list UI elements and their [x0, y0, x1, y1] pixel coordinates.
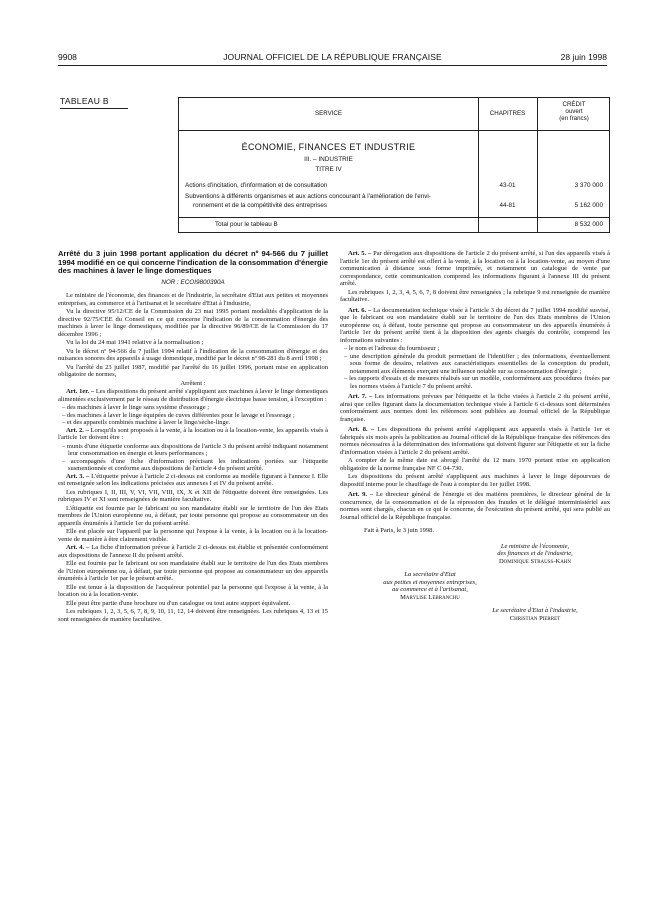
- visa: Vu l'arrêté du 23 juillet 1987, modifié par l'arrêté du 16 juillet 1996, portant mise en application obligatoire de normes,: [58, 363, 328, 379]
- article-6: [340, 307, 610, 345]
- signatory-title: des finances et de l'industrie,: [497, 550, 573, 557]
- article-5: [340, 250, 610, 288]
- signatory-title: Le secrétaire d'Etat à l'industrie,: [492, 607, 578, 614]
- article-7: [340, 393, 610, 423]
- table-row-label: Actions d'incitation, d'information et de consultation: [185, 182, 328, 189]
- signatory-name: Christian Pierret: [509, 614, 561, 622]
- article-label: Art. 6. –: [348, 306, 372, 314]
- signature-block: [340, 571, 520, 601]
- paragraph: Elle est placée sur l'appareil par la personne qui l'expose à la vente, à la location ou à la location-vente de manière à être clairement visible.: [58, 528, 328, 543]
- signatory-title: Le ministre de l'économie,: [500, 542, 570, 550]
- visa: Vu la loi du 24 mai 1941 relative à la normalisation ;: [66, 339, 204, 347]
- article-text: Les informations prévues par l'étiquette et la fiche visées à l'article 2 du présent arrêté, ainsi que celles figurant dans la documentation technique visée à l'article 6 ci-dessus sont déterminées conformément aux normes dont les références sont publiées au Journal officiel de la République française.: [340, 393, 611, 423]
- paragraph: Les rubriques I, II, III, V, VI, VII, VIII, IX, X et XII de l'étiquette doivent être renseignées. Les rubriques IV et XI sont renseignées de manière facultative.: [58, 488, 328, 504]
- article-1: [58, 388, 328, 403]
- running-header: [58, 52, 607, 64]
- fait-a-paris: Fait à Paris, le 3 juin 1998.: [364, 527, 435, 534]
- article-4: [58, 544, 328, 559]
- visa: Vu la directive 95/12/CE de la Commission du 23 mai 1995 portant modalités d'application de la directive 92/75/CEE du Conseil en ce qui concerne l'indication de la consommation d'énergie des machines à laver le linge domestiques, modifiée par la directive 96/89/CE de la Commission du 17 décembre 1996 ;: [58, 308, 328, 338]
- page-number: 9908: [58, 52, 77, 62]
- total-amount: 8 532 000: [574, 221, 603, 228]
- paragraph: Les dispositions du présent arrêté s'appliquent aux machines à laver le linge dépourvues de dispositif interne pour le chauffage de l'eau à compter du 1er juillet 1998.: [340, 473, 610, 488]
- arretent: Arrêtent :: [180, 379, 206, 387]
- article-text: Par dérogation aux dispositions de l'article 2 du présent arrêté, si l'un des appareils visés à l'article 1er du présent arrêté est offert à la vente, à la location ou à la location-vente, au moyen d'une communication à distance sous forme imprimée, et notamment un catalogue de vente par correspondance, cette communication comprend les informations figurant à l'annexe III du présent arrêté.: [340, 250, 611, 287]
- list-item: – munis d'une étiquette conforme aux dispositions de l'article 3 du présent arrêté indiquant notamment leur consommation en énergie et leurs performances ;: [62, 442, 328, 458]
- header-rule: [58, 65, 607, 66]
- tableau-label: TABLEAU B: [60, 96, 109, 106]
- article-text: L'étiquette prévue à l'article 2 ci-dessus est conforme au modèle figurant à l'annexe I. Elle est renseignée selon les indications précisées aux annexes I et IV du présent arrêté.: [58, 472, 328, 488]
- list-item: – et des appareils combinés machine à laver le linge/sèche-linge.: [62, 419, 231, 427]
- article-label: Art. 1er. –: [66, 388, 95, 396]
- article-text: Lorsqu'ils sont proposés à la vente, à la location ou à la location-vente, les appareils visés à l'article 1er doivent être :: [58, 426, 328, 442]
- article-9: [340, 491, 610, 521]
- signature-block: [460, 607, 610, 622]
- article-text: Les dispositions du présent arrêté s'appliquent aux appareils visés à l'article 1er et fabriqués six mois après la publication au Journal officiel de la République française des références des normes nécessaires à la détermination des informations qui doivent figurer sur l'étiquette et sur la fiche d'information visées à l'article 2 du présent arrêté.: [340, 426, 610, 456]
- paragraph: Les rubriques 1, 2, 3, 5, 6, 7, 8, 9, 10, 11, 12, 14 doivent être renseignées. Les rubriques 4, 13 et 15 sont renseignées de manière facultative.: [58, 608, 328, 623]
- paragraph: L'étiquette est fournie par le fabricant ou son mandataire établi sur le territoire de l'un des Etats membres de l'Union européenne ou, à défaut, par toute personne qui propose au consommateur un des appareils énumérés à l'article 1er du présent arrêté.: [58, 504, 328, 527]
- paragraph: Les rubriques 1, 2, 3, 4, 5, 6, 7, 8 doivent être renseignées ; la rubrique 9 est renseignée de manière facultative.: [340, 288, 610, 303]
- tableau-underline: [60, 108, 128, 109]
- article-label: Art. 9. –: [348, 491, 374, 498]
- table-divider: [478, 98, 479, 232]
- article-text: Le directeur général de l'énergie et des matières premières, le directeur général de la concurrence, de la consommation et de la répression des fraudes et le délégué interministériel aux normes sont chargés, chacun en ce qui le concerne, de l'exécution du présent arrêté, qui sera publié au Journal officiel de la République française.: [340, 491, 611, 521]
- col-header-chapitres: CHAPITRES: [489, 110, 526, 117]
- table-row-label: ronnement et de la compétitivité des entreprises: [193, 202, 328, 209]
- signatory-name: Marylise Lebranchu: [400, 593, 460, 601]
- list-item: – le nom et l'adresse du fournisseur ;: [344, 345, 440, 352]
- signature-block: [460, 543, 610, 566]
- list-item: – les rapports d'essais et de mesures réalisés sur un modèle, conformément aux procédures fixées par les normes visées à l'article 7 du présent arrêté.: [344, 375, 610, 390]
- table-header-rule: [179, 130, 609, 131]
- table-row-chapter: 43-01: [499, 182, 516, 189]
- article-2: [58, 427, 328, 442]
- list-item: – des machines à laver le linge sans système d'essorage ;: [62, 404, 210, 412]
- col-header-credit: CRÉDIT: [562, 101, 586, 108]
- issue-date: 28 juin 1998: [560, 52, 607, 62]
- col-header-credit: ouvert: [565, 108, 583, 115]
- left-column: [58, 250, 328, 624]
- titre-heading: TITRE IV: [315, 166, 342, 173]
- paragraph: Elle peut être partie d'une brochure ou d'un catalogue ou tout autre support équivalent.: [66, 599, 291, 607]
- article-label: Art. 7. –: [348, 393, 373, 400]
- decree-title: Arrêté du 3 juin 1998 portant application du décret nº 94-566 du 7 juillet 1994 modifié en ce qui concerne l'indication de la consommation d'énergie des machines à laver le linge domestiques: [58, 249, 328, 276]
- article-label: Art. 3. –: [66, 472, 90, 480]
- col-header-service: SERVICE: [314, 110, 343, 117]
- article-8: [340, 426, 610, 456]
- table-row-amount: 5 162 000: [574, 202, 603, 209]
- paragraph: Elle est fournie par le fabricant ou son mandataire établi sur le territoire de l'un des Etats membres de l'Union européenne ou, à défaut, par toute personne qui propose au consommateur un des appareils énumérés à l'article 1er par le présent arrêté.: [58, 560, 328, 583]
- signatory-title: aux petites et moyennes entreprises,: [383, 578, 477, 586]
- article-label: Art. 4. –: [66, 544, 90, 552]
- signatory-name: Dominique Strauss-Kahn: [498, 557, 572, 565]
- visa: Vu le décret nº 94-566 du 7 juillet 1994 relatif à l'indication de la consommation d'énergie et des nuisances sonores des appareils à usage domestique, modifié par le décret nº 98-281 du 8 avril 1998 ;: [58, 347, 328, 363]
- article-label: Art. 5. –: [348, 250, 372, 257]
- journal-title: JOURNAL OFFICIEL DE LA RÉPUBLIQUE FRANÇAISE: [223, 52, 442, 62]
- list-item: – des machines à laver le linge équipées de cuves différentes pour le lavage et l'essorage ;: [62, 411, 295, 419]
- table-row-label: Subventions à différents organismes et aux actions concourant à l'amélioration de l'envi-: [185, 193, 431, 200]
- article-3: [58, 473, 328, 488]
- article-label: Art. 2. –: [66, 426, 89, 434]
- preamble: Le ministre de l'économie, des finances et de l'industrie, la secrétaire d'Etat aux petites et moyennes entreprises, au commerce et à l'artisanat et le secrétaire d'Etat à l'industrie,: [58, 292, 328, 307]
- article-text: Les dispositions du présent arrêté s'appliquent aux machines à laver le linge domestiques alimentées exclusivement par le réseau de distribution d'énergie électrique basse tension, à l'exception :: [58, 388, 328, 403]
- article-label: Art. 8. –: [348, 426, 375, 433]
- right-column: [340, 250, 610, 628]
- list-item: – accompagnés d'une fiche d'information précisant les indications portées sur l'étiquette susmentionnée et conforme aux dispositions de l'article 4 du présent arrêté.: [62, 457, 328, 473]
- article-text: La fiche d'information prévue à l'article 2 ci-dessus est établie et présentée conformément aux dispositions de l'annexe II du présent arrêté.: [58, 544, 329, 559]
- section-title: III. – INDUSTRIE: [304, 156, 353, 163]
- signatory-title: La secrétaire d'Etat: [404, 571, 456, 578]
- paragraph: A compter de la même date est abrogé l'arrêté du 12 mars 1970 portant mise en application obligatoire de la norme française NF C 04-730.: [340, 457, 610, 472]
- paragraph: Elle est tenue à la disposition de l'acquéreur potentiel par la personne qui l'expose à la vente, à la location ou à la location-vente.: [58, 583, 328, 599]
- col-header-credit: (en francs): [559, 115, 589, 122]
- credit-table: [178, 97, 610, 233]
- ministry-title: ÉCONOMIE, FINANCES ET INDUSTRIE: [241, 142, 416, 152]
- list-item: – une description générale du produit permettant de l'identifier ; des informations, éventuellement sous forme de dessins, relatives aux caractéristiques essentielles de la conception du produit, notamment aux éléments exerçant une influence notable sur sa consommation d'énergie ;: [344, 352, 610, 375]
- article-text: La documentation technique visée à l'article 3 du décret du 7 juillet 1994 modifié susvisé, que le fabricant ou son mandataire établi sur le territoire de l'un des Etats membres de l'Union européenne ou, à défaut, toute personne qui propose au consommateur un des appareils énumérés à l'article 1er du présent arrêté tient à la disposition des agents chargés du contrôle, comprend les informations suivantes :: [340, 306, 610, 344]
- nor-reference: NOR : ECOI9800390A: [161, 278, 225, 286]
- table-row-amount: 3 370 000: [574, 182, 603, 189]
- signatory-title: au commerce et à l'artisanat,: [392, 586, 468, 593]
- total-label: Total pour le tableau B: [215, 221, 278, 228]
- table-total-rule: [179, 217, 609, 218]
- table-row-chapter: 44-81: [499, 202, 516, 209]
